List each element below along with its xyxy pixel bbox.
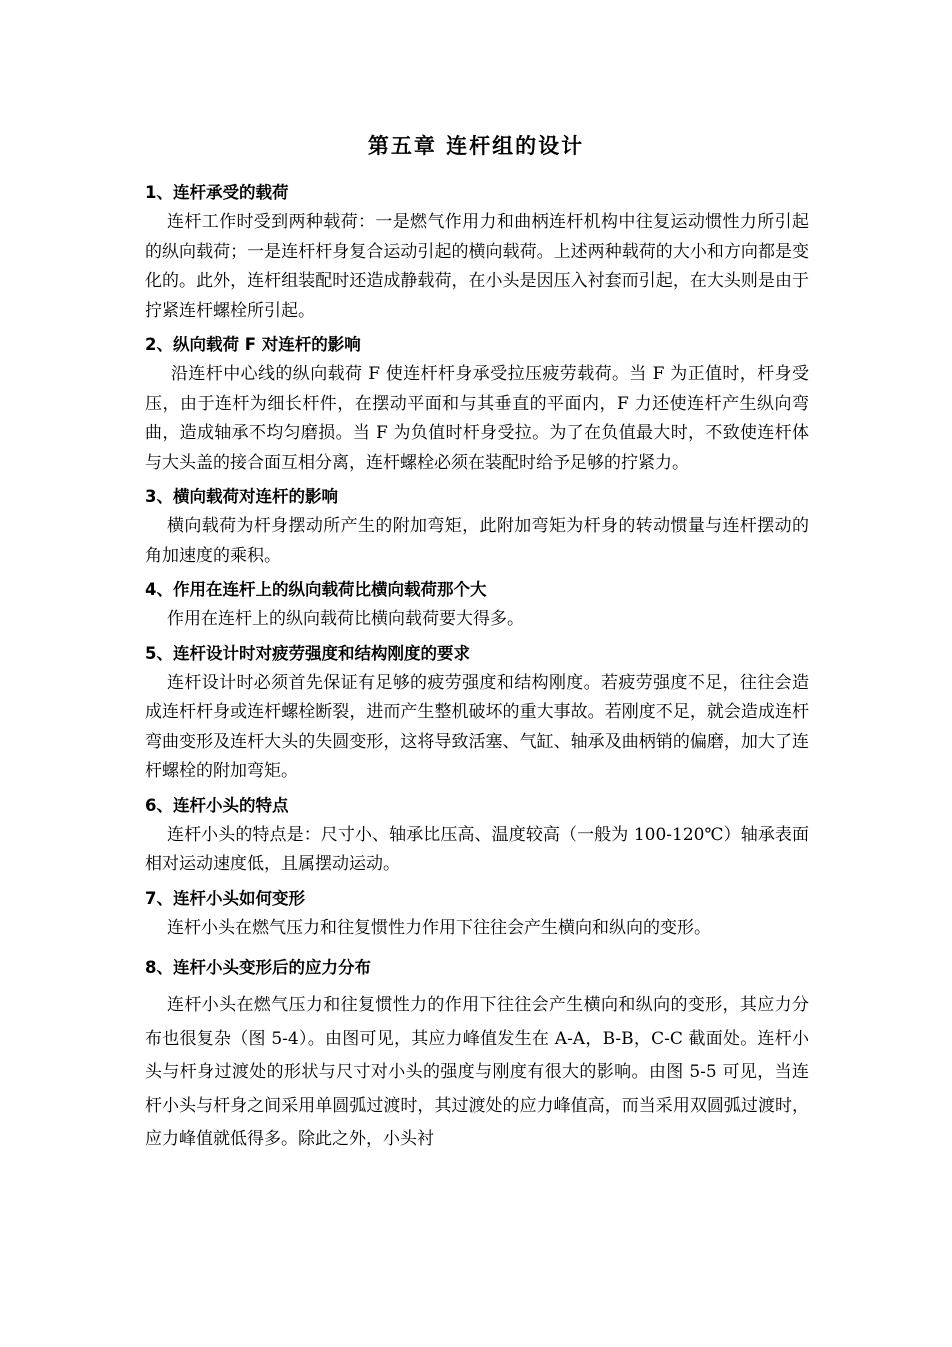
section-paragraph: 连杆小头的特点是：尺寸小、轴承比压高、温度较高（一般为 100-120℃）轴承表面相对运动速度低，且属摆动运动。 — [145, 824, 809, 874]
section-heading: 3、横向载荷对连杆的影响 — [145, 487, 338, 506]
section-4 — [145, 575, 809, 635]
section-6 — [145, 791, 809, 880]
document-body — [145, 178, 809, 1161]
section-heading: 5、连杆设计时对疲劳强度和结构刚度的要求 — [145, 643, 470, 663]
chapter-title: 第五章 连杆组的设计 — [367, 133, 585, 158]
section-paragraph: 作用在连杆上的纵向载荷比横向载荷要大得多。 — [167, 609, 524, 629]
section-paragraph: 横向载荷为杆身摆动所产生的附加弯矩，此附加弯矩为杆身的转动惯量与连杆摆动的角加速度的乘积。 — [145, 516, 809, 566]
section-paragraph: 连杆小头在燃气压力和往复惯性力的作用下往往会产生横向和纵向的变形，其应力分布也很复杂（图 5-4）。由图可见，其应力峰值发生在 A-A，B-B，C-C 截面处。连杆小头与杆身过渡处的形状与尺寸对小头的强度与刚度有很大的影响。由图 5-5 可见，当连杆小头与杆身之间采用单圆弧过渡时，其过渡处的应力峰值高，而当采用双圆弧过渡时，应力峰值就低得多。除此之外，小头衬 — [145, 995, 809, 1149]
section-heading: 6、连杆小头的特点 — [145, 795, 289, 815]
section-3 — [145, 482, 809, 571]
section-heading: 2、纵向载荷 F 对连杆的影响 — [145, 335, 361, 354]
section-paragraph: 连杆小头在燃气压力和往复惯性力作用下往往会产生横向和纵向的变形。 — [167, 917, 711, 938]
section-2 — [145, 330, 809, 478]
section-heading: 4、作用在连杆上的纵向载荷比横向载荷那个大 — [145, 580, 487, 599]
section-1 — [145, 178, 809, 326]
section-heading: 8、连杆小头变形后的应力分布 — [145, 958, 371, 977]
section-paragraph: 连杆工作时受到两种载荷：一是燃气作用力和曲柄连杆机构中往复运动惯性力所引起的纵向载荷；一是连杆杆身复合运动引起的横向载荷。上述两种载荷的大小和方向都是变化的。此外，连杆组装配时还造成静载荷，在小头是因压入衬套而引起，在大头则是由于拧紧连杆螺栓所引起。 — [145, 212, 809, 321]
section-paragraph: 连杆设计时必须首先保证有足够的疲劳强度和结构刚度。若疲劳强度不足，往往会造成连杆杆身或连杆螺栓断裂，进而产生整机破坏的重大事故。若刚度不足，就会造成连杆弯曲变形及连杆大头的失圆变形，这将导致活塞、气缸、轴承及曲柄销的偏磨，加大了连杆螺栓的附加弯矩。 — [145, 672, 809, 781]
section-heading: 1、连杆承受的载荷 — [145, 183, 289, 202]
section-8 — [145, 953, 809, 1157]
section-heading: 7、连杆小头如何变形 — [145, 888, 305, 908]
section-5 — [145, 639, 809, 787]
section-7 — [145, 884, 809, 944]
section-paragraph: 沿连杆中心线的纵向载荷 F 使连杆杆身承受拉压疲劳载荷。当 F 为正值时，杆身受压，由于连杆为细长杆件，在摆动平面和与其垂直的平面内，F 力还使连杆产生纵向弯曲，造成轴承不均匀磨损。当 F 为负值时杆身受拉。为了在负值最大时，不致使连杆体与大头盖的接合面互相分离，连杆螺栓必须在装配时给予足够的拧紧力。 — [145, 364, 809, 473]
